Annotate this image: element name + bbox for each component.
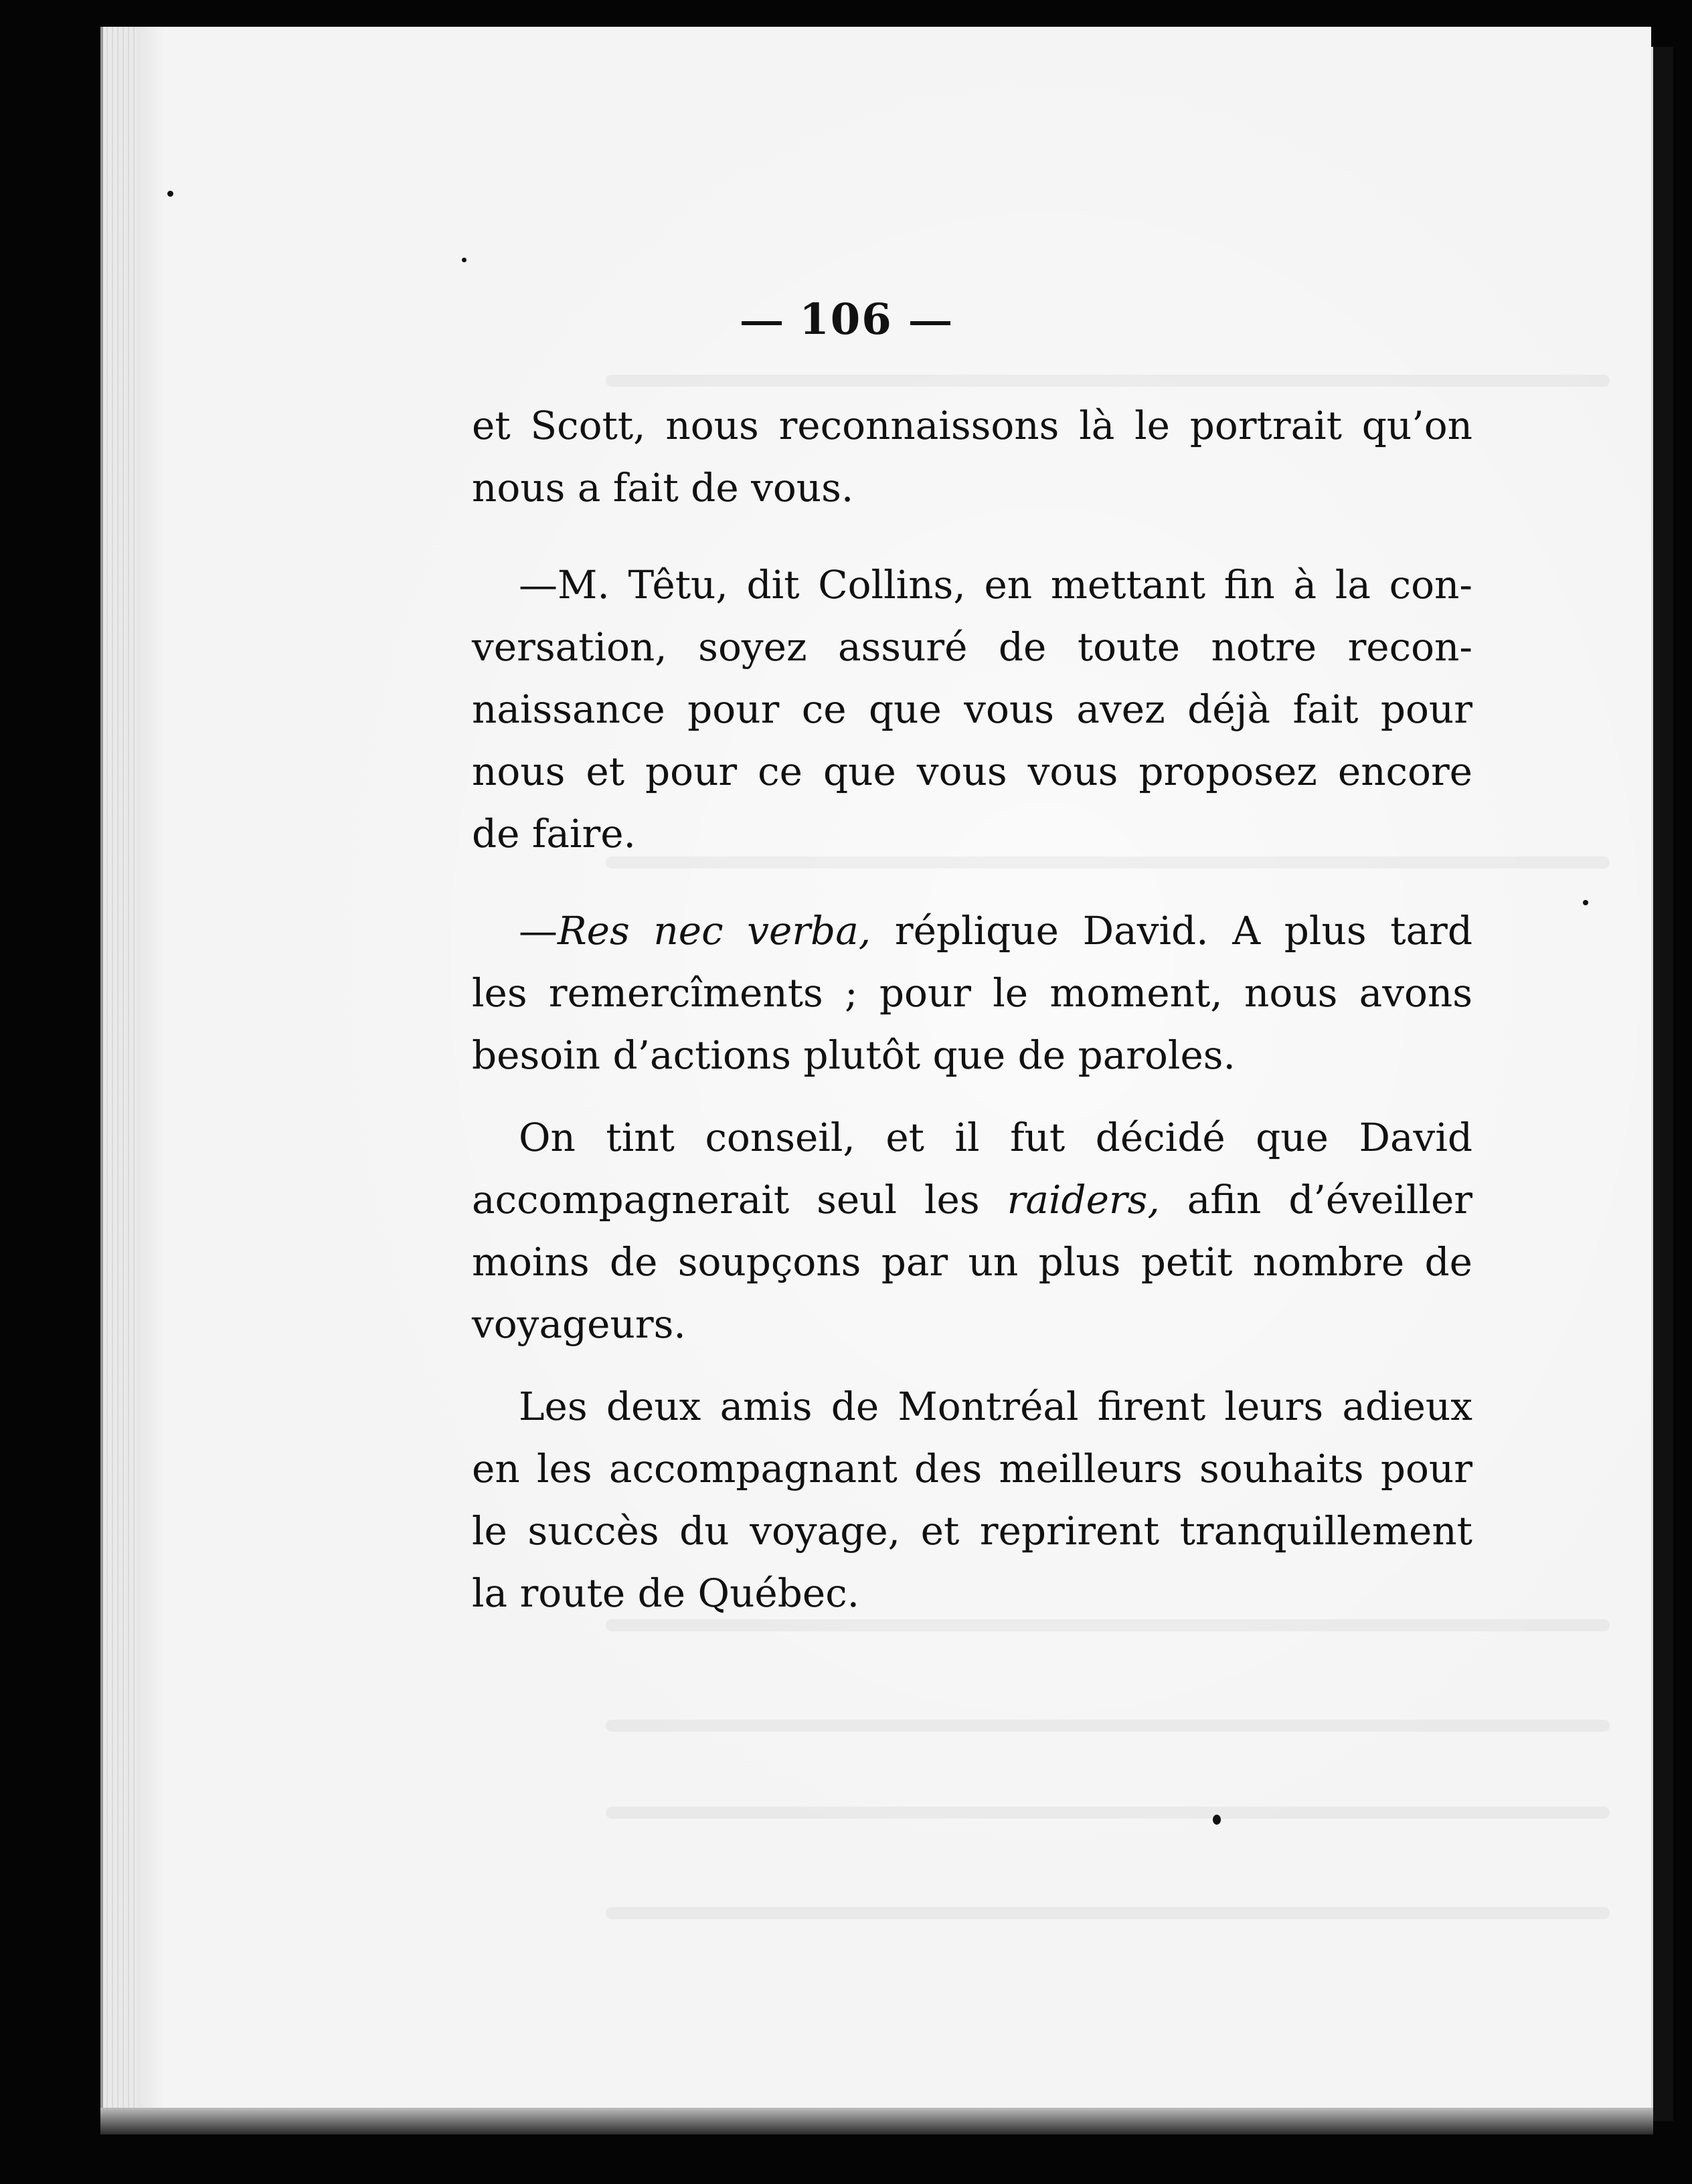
show-through-line <box>606 1807 1610 1819</box>
text-fragment: accompagnerait seul les <box>472 1177 1007 1222</box>
text-line: —M. Têtu, dit Collins, en mettant fin à la con- <box>519 562 1472 608</box>
latin-phrase: Res nec verba, <box>558 908 871 953</box>
text-line: le succès du voyage, et reprirent tranquillement <box>472 1508 1472 1554</box>
page-number-value: 106 <box>799 294 893 345</box>
text-line: les remercîments ; pour le moment, nous avons <box>472 970 1472 1016</box>
text-line: voyageurs. <box>472 1301 686 1347</box>
book-binding-edge <box>1651 47 1673 2121</box>
paragraph-gap <box>472 1356 1472 1376</box>
italic-word: raiders, <box>1007 1177 1160 1222</box>
text-line: versation, soyez assuré de toute notre recon- <box>472 624 1472 670</box>
text-fragment: réplique David. A plus tard <box>871 908 1472 953</box>
show-through-line <box>606 1720 1610 1732</box>
text-line: besoin d’actions plutôt que de paroles. <box>472 1032 1236 1078</box>
ink-speck <box>1583 900 1588 905</box>
folio-dash-left <box>742 321 782 325</box>
text-line: en les accompagnant des meilleurs souhaits pour <box>472 1446 1472 1491</box>
body-text <box>472 395 1472 1625</box>
folio-dash-right <box>910 321 950 325</box>
ink-speck <box>1213 1815 1221 1825</box>
ink-speck <box>167 191 173 197</box>
text-line: nous et pour ce que vous vous proposez encore <box>472 749 1472 794</box>
paragraph-gap <box>472 1087 1472 1107</box>
show-through-line <box>606 1907 1610 1919</box>
em-dash: — <box>519 908 558 953</box>
text-line: de faire. <box>472 811 636 856</box>
text-fragment: afin d’éveiller <box>1159 1177 1472 1222</box>
page-bottom-shadow <box>100 2108 1653 2134</box>
show-through-line <box>606 375 1610 387</box>
text-line: Les deux amis de Montréal firent leurs adieux <box>519 1384 1472 1429</box>
text-line: nous a fait de vous. <box>472 465 854 511</box>
text-line <box>472 1169 1472 1231</box>
text-line: moins de soupçons par un plus petit nombre de <box>472 1239 1472 1285</box>
text-line: la route de Québec. <box>472 1570 860 1616</box>
text-line: On tint conseil, et il fut décidé que David <box>519 1115 1472 1160</box>
paragraph-gap <box>472 519 1472 554</box>
ink-speck <box>462 258 467 262</box>
text-line <box>472 900 1472 962</box>
page-number <box>0 294 1692 345</box>
text-line: naissance pour ce que vous avez déjà fait pour <box>472 687 1472 732</box>
text-line: et Scott, nous reconnaissons là le portrait qu’on <box>472 403 1472 448</box>
paragraph-gap <box>472 865 1472 900</box>
